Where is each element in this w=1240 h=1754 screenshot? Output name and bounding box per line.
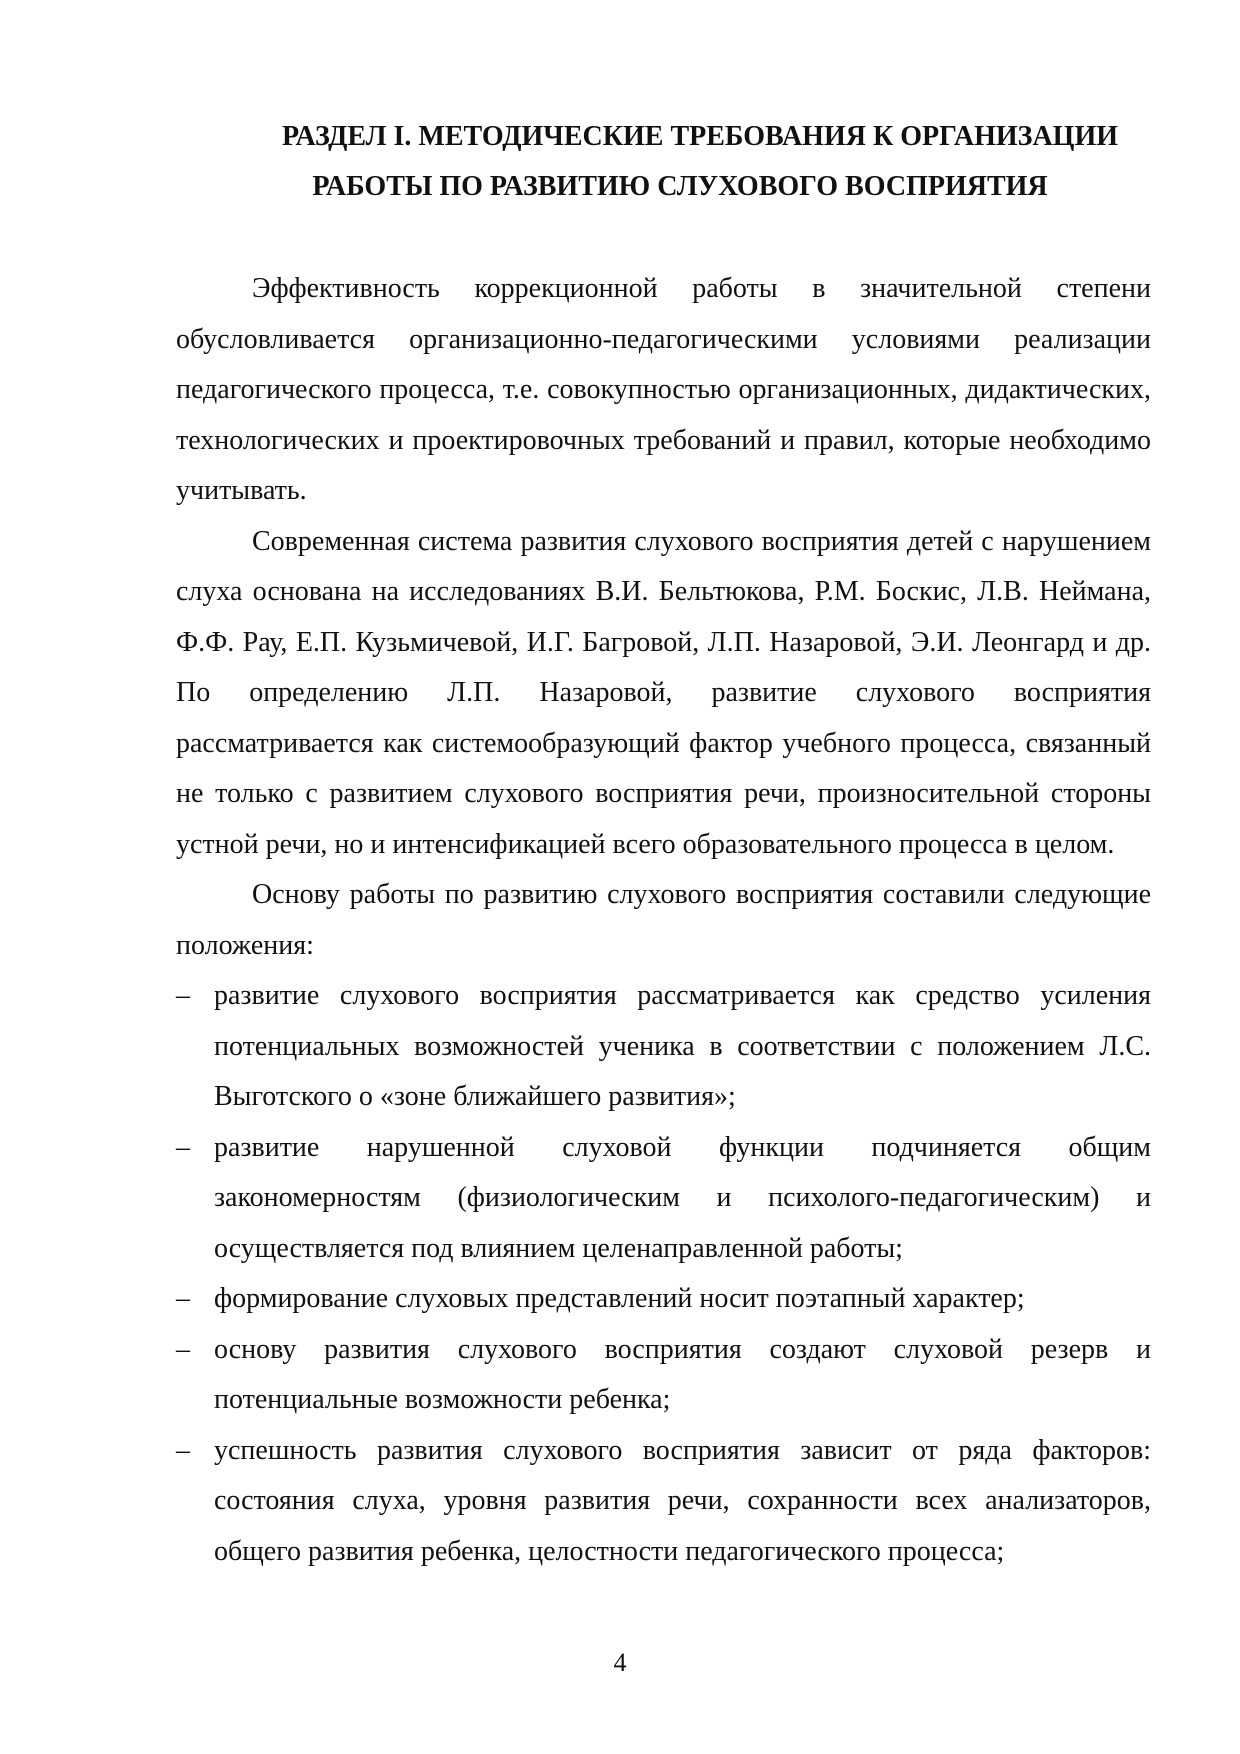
list-item — [176, 1274, 1151, 1325]
section-heading — [0, 112, 1240, 212]
paragraph-effectiveness: Эффективность коррекционной работы в значительной степени обусловливается организационно-педагогическими условиями реализации педагогического процесса, т.е. совокупностью организационных, дидактических, технологических и проектировочных требований и правил, которые необходимо учитывать. — [176, 273, 1151, 506]
list-item — [176, 1123, 1151, 1275]
paragraph-principles-intro: Основу работы по развитию слухового восприятия составили следующие положения: — [176, 879, 1151, 961]
section-heading-line-2: РАБОТЫ ПО РАЗВИТИЮ СЛУХОВОГО ВОСПРИЯТИЯ — [312, 171, 1048, 202]
list-item-text: развитие слухового восприятия рассматривается как средство усиления потенциальных возможностей ученика в соответствии с положением Л.С. Выготского о «зоне ближайшего развития»; — [214, 980, 1151, 1112]
list-item-text: основу развития слухового восприятия создают слуховой резерв и потенциальные возможности ребенка; — [214, 1333, 1151, 1415]
dash-bullet-icon: – — [176, 1434, 190, 1466]
list-item — [176, 1426, 1151, 1578]
body-text — [176, 264, 1151, 1577]
dash-bullet-icon: – — [176, 1131, 190, 1163]
paragraph-modern-system: Современная система развития слухового восприятия детей с нарушением слуха основана на исследованиях В.И. Бельтюкова, Р.М. Боскис, Л.В. Неймана, Ф.Ф. Рау, Е.П. Кузьмичевой, И.Г. Багровой, Л.П. Назаровой, Э.И. Леонгард и др. По определению Л.П. Назаровой, развитие слухового восприятия рассматривается как системообразующий фактор учебного процесса, связанный не только с развитием слухового восприятия речи, произносительной стороны устной речи, но и интенсификацией всего образовательного процесса в целом. — [176, 525, 1151, 860]
list-item — [176, 1325, 1151, 1426]
dash-bullet-icon: – — [176, 1283, 190, 1314]
principles-list — [176, 971, 1151, 1577]
list-item-text: успешность развития слухового восприятия зависит от ряда факторов: состояния слуха, уровня развития речи, сохранности всех анализаторов, общего развития ребенка, целостности педагогического процесса; — [214, 1434, 1151, 1567]
page-number: 4 — [613, 1648, 627, 1677]
dash-bullet-icon: – — [176, 980, 190, 1011]
section-heading-line-1: РАЗДЕЛ I. МЕТОДИЧЕСКИЕ ТРЕБОВАНИЯ К ОРГАНИЗАЦИИ — [281, 121, 1119, 152]
list-item — [176, 971, 1151, 1123]
list-item-text: формирование слуховых представлений носит поэтапный характер; — [214, 1283, 1025, 1314]
dash-bullet-icon: – — [176, 1333, 190, 1365]
list-item-text: развитие нарушенной слуховой функции подчиняется общим закономерностям (физиологическим и психолого-педагогическим) и осуществляется под влиянием целенаправленной работы; — [214, 1131, 1151, 1264]
